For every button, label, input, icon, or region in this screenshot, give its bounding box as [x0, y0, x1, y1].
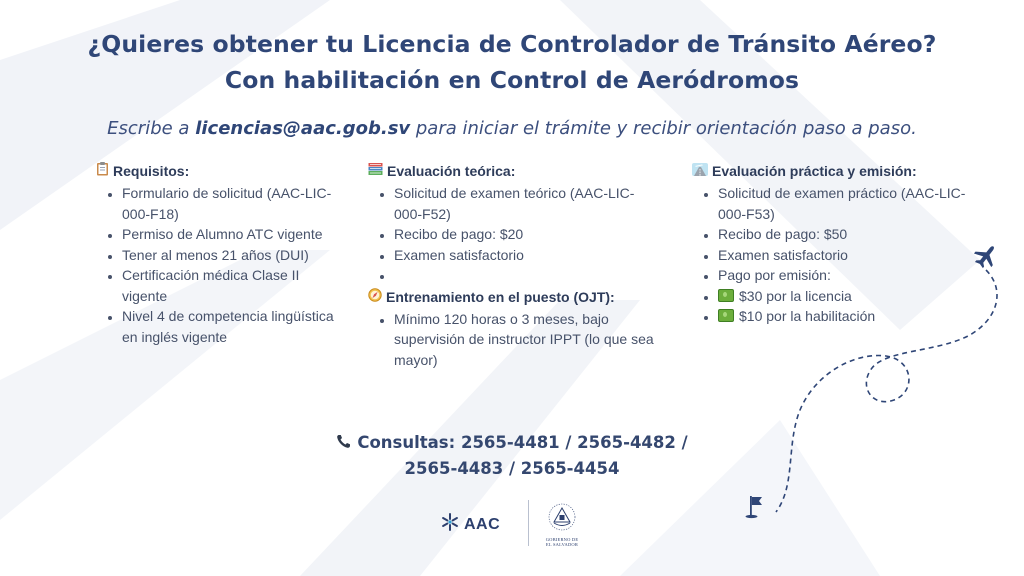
title-line-1: ¿Quieres obtener tu Licencia de Controlador de Tránsito Aéreo?	[87, 30, 937, 58]
logo-divider	[528, 500, 529, 546]
money-icon	[718, 309, 734, 322]
requisitos-heading	[96, 161, 336, 182]
evaluacion-teorica-section	[368, 161, 658, 371]
subtitle-before: Escribe a	[107, 118, 196, 139]
gov-line-2: EL SALVADOR	[545, 542, 579, 547]
evaluacion-teorica-title: Evaluación teórica:	[387, 163, 516, 179]
list-item: • Nivel 4 de competencia lingüística en inglés vigente	[122, 306, 336, 347]
list-item: • Mínimo 120 horas o 3 meses, bajo supervisión de instructor IPPT (lo que sea mayor)	[394, 309, 658, 371]
ojt-heading	[368, 287, 658, 308]
gov-line-1: GOBIERNO DE	[545, 537, 579, 542]
list-item: • Solicitud de examen teórico (AAC-LIC-000-F52)	[394, 183, 658, 224]
list-item: • Recibo de pago: $20	[394, 224, 658, 245]
aac-star-icon	[440, 512, 464, 537]
fee-rating: $10 por la habilitación	[739, 308, 876, 324]
runway-icon	[692, 161, 708, 182]
list-item: • Permiso de Alumno ATC vigente	[122, 224, 336, 245]
subtitle	[0, 118, 1024, 139]
aac-text: AAC	[464, 515, 501, 533]
clipboard-icon	[96, 161, 109, 182]
flight-path-decoration	[740, 240, 1024, 530]
gov-logo	[540, 502, 584, 547]
list-item: • Certificación médica Clase II vigente	[122, 265, 336, 306]
list-item: • Examen satisfactorio	[394, 245, 658, 266]
list-item: • Solicitud de examen práctico (AAC-LIC-000-F53)	[718, 183, 982, 224]
flag-icon	[746, 496, 763, 518]
list-item: • Formulario de solicitud (AAC-LIC-000-F18)	[122, 183, 336, 224]
fee-license: $30 por la licencia	[739, 287, 852, 304]
airplane-icon	[970, 240, 1002, 272]
title-line-2: Con habilitación en Control de Aeródromos	[224, 66, 800, 94]
aac-logo	[440, 512, 500, 537]
phone-icon	[336, 433, 357, 452]
evaluacion-practica-heading	[692, 161, 982, 182]
list-item: • Recibo de pago: $50	[718, 224, 982, 245]
requisitos-title: Requisitos:	[113, 163, 190, 179]
evaluacion-teorica-heading	[368, 161, 658, 182]
contact-phones-2: 2565-4483 / 2565-4454	[404, 459, 620, 478]
money-icon	[718, 289, 734, 302]
page-title	[0, 26, 1024, 98]
logos	[440, 496, 590, 548]
requisitos-list	[96, 183, 336, 347]
ojt-list	[368, 309, 658, 371]
compass-icon	[368, 287, 382, 308]
list-item: • Tener al menos 21 años (DUI)	[122, 245, 336, 266]
subtitle-after: para iniciar el trámite y recibir orientación paso a paso.	[410, 118, 917, 139]
coat-of-arms-icon	[545, 519, 579, 536]
evaluacion-teorica-list	[368, 183, 658, 286]
requisitos-section	[96, 161, 336, 348]
evaluacion-practica-title: Evaluación práctica y emisión:	[712, 163, 917, 179]
list-item: • Pago por emisión:	[718, 265, 982, 286]
contact-phones-1: Consultas: 2565-4481 / 2565-4482 /	[357, 433, 688, 452]
books-icon	[368, 161, 383, 182]
list-item: • Examen satisfactorio	[718, 245, 982, 266]
empty-list-item	[394, 265, 658, 286]
email-link[interactable]: licencias@aac.gob.sv	[195, 118, 411, 139]
ojt-title: Entrenamiento en el puesto (OJT):	[386, 288, 615, 305]
